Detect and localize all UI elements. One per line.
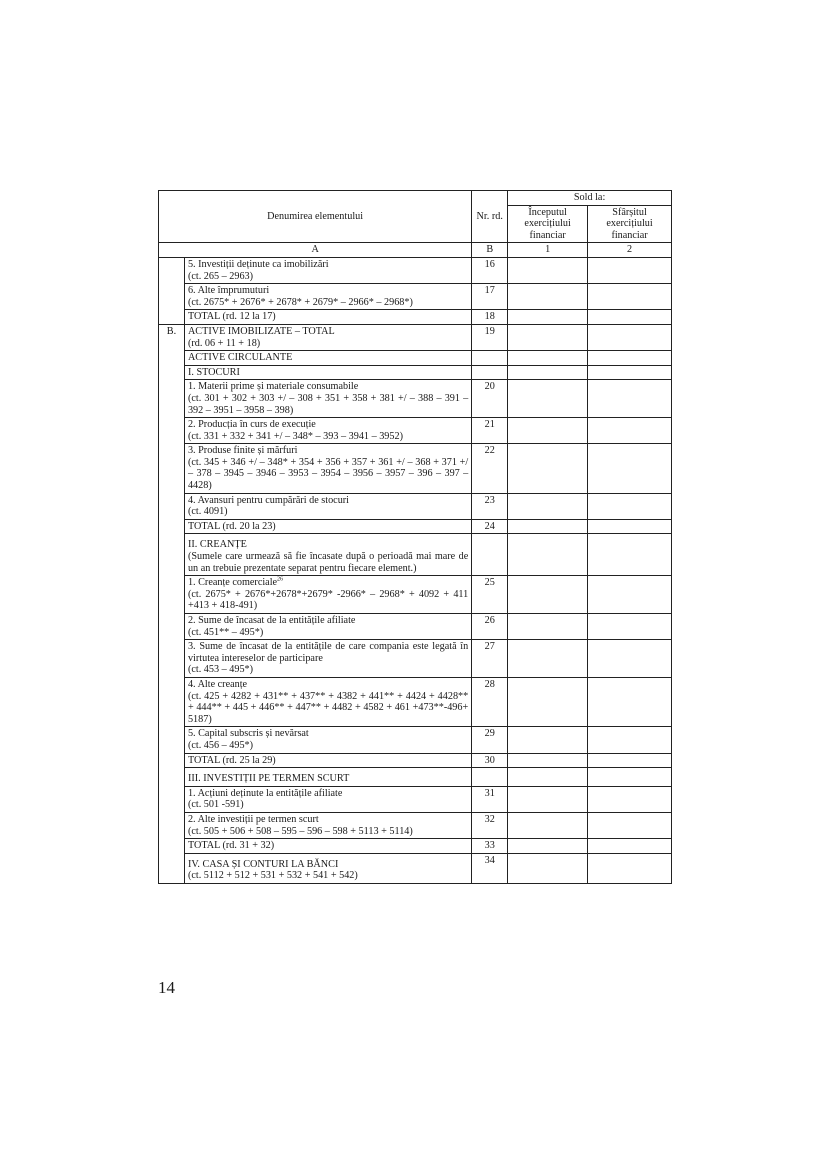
row-title: 4. Alte creanțe — [187, 678, 248, 690]
end-value-cell — [588, 351, 672, 366]
header-name-column: Denumirea elementului — [159, 191, 472, 243]
row-formula: (ct. 453 – 495*) — [187, 664, 254, 676]
start-value-cell — [508, 576, 588, 614]
row-formula: (ct. 2675* + 2676* + 2678* + 2679* – 2966* – 2968*) — [187, 296, 413, 308]
row-name-cell — [184, 444, 471, 493]
row-name-cell — [184, 768, 471, 787]
start-value-cell — [508, 640, 588, 678]
table-row — [159, 365, 672, 380]
table-row — [159, 768, 672, 787]
start-value-cell — [508, 310, 588, 325]
start-value-cell — [508, 853, 588, 883]
row-name-cell — [184, 310, 471, 325]
end-value-cell — [588, 853, 672, 883]
start-value-cell — [508, 768, 588, 787]
table-row — [159, 812, 672, 838]
row-number-cell: 27 — [472, 640, 508, 678]
row-number-cell — [472, 768, 508, 787]
row-title: TOTAL (rd. 25 la 29) — [187, 754, 276, 766]
header-code-2: 2 — [588, 243, 672, 258]
end-value-cell — [588, 257, 672, 283]
section-prefix-cell — [159, 257, 185, 324]
row-number-cell: 22 — [472, 444, 508, 493]
row-title: 2. Alte investiții pe termen scurt — [187, 813, 319, 825]
row-formula: (ct. 2675* + 2676*+2678*+2679* -2966* – 2968* + 4092 + 411 +413 + 418-491) — [187, 588, 469, 612]
row-number-cell: 33 — [472, 839, 508, 854]
table-row — [159, 640, 672, 678]
row-number-cell: 28 — [472, 677, 508, 726]
header-end-of-year: Sfârșitul exercițiului financiar — [588, 205, 672, 243]
row-name-cell — [184, 519, 471, 534]
table-row — [159, 324, 672, 350]
end-value-cell — [588, 812, 672, 838]
header-start-of-year: Începutul exercițiului financiar — [508, 205, 588, 243]
row-title: TOTAL (rd. 12 la 17) — [187, 311, 276, 323]
start-value-cell — [508, 257, 588, 283]
row-number-cell: 18 — [472, 310, 508, 325]
start-value-cell — [508, 418, 588, 444]
start-value-cell — [508, 493, 588, 519]
row-formula: (ct. 331 + 332 + 341 +/ – 348* – 393 – 3941 – 3952) — [187, 430, 403, 442]
header-sold-group: Sold la: — [508, 191, 672, 206]
row-name-cell — [184, 257, 471, 283]
start-value-cell — [508, 753, 588, 768]
end-value-cell — [588, 677, 672, 726]
row-number-cell: 20 — [472, 380, 508, 418]
table-row — [159, 310, 672, 325]
end-value-cell — [588, 365, 672, 380]
row-title: 2. Sume de încasat de la entitățile afiliate — [187, 615, 356, 626]
end-value-cell — [588, 418, 672, 444]
row-formula: (ct. 5112 + 512 + 531 + 532 + 541 + 542) — [187, 870, 358, 882]
start-value-cell — [508, 677, 588, 726]
table-row — [159, 519, 672, 534]
end-value-cell — [588, 519, 672, 534]
row-number-cell — [472, 534, 508, 576]
start-value-cell — [508, 284, 588, 310]
row-title: ACTIVE IMOBILIZATE – TOTAL — [187, 325, 335, 337]
row-formula: (ct. 501 -591) — [187, 799, 244, 811]
row-name-cell — [184, 677, 471, 726]
row-title: TOTAL (rd. 31 + 32) — [187, 840, 275, 852]
table-row — [159, 839, 672, 854]
start-value-cell — [508, 365, 588, 380]
row-formula: (ct. 301 + 302 + 303 +/ – 308 + 351 + 358 + 381 +/ – 388 – 391 – 392 – 3951 – 3958 – 398) — [187, 392, 469, 416]
row-formula: (ct. 4091) — [187, 506, 228, 518]
table-row — [159, 380, 672, 418]
row-name-cell — [184, 380, 471, 418]
table-row — [159, 444, 672, 493]
header-code-1: 1 — [508, 243, 588, 258]
table-row — [159, 786, 672, 812]
end-value-cell — [588, 493, 672, 519]
start-value-cell — [508, 839, 588, 854]
row-formula: (ct. 456 – 495*) — [187, 739, 254, 751]
end-value-cell — [588, 576, 672, 614]
end-value-cell — [588, 444, 672, 493]
row-title: 6. Alte împrumuturi — [187, 285, 270, 297]
row-name-cell — [184, 727, 471, 753]
table-row — [159, 576, 672, 614]
page-number: 14 — [158, 978, 175, 997]
table-row — [159, 351, 672, 366]
row-name-cell — [184, 418, 471, 444]
section-prefix-cell: B. — [159, 324, 185, 883]
row-number-cell: 31 — [472, 786, 508, 812]
row-title: 5. Capital subscris și nevărsat — [187, 728, 309, 740]
row-title: IV. CASA ȘI CONTURI LA BĂNCI — [187, 858, 339, 870]
end-value-cell — [588, 640, 672, 678]
row-formula: (ct. 505 + 506 + 508 – 595 – 596 – 598 + 5113 + 5114) — [187, 825, 413, 837]
row-name-cell — [184, 493, 471, 519]
row-name-cell — [184, 786, 471, 812]
row-title: I. STOCURI — [187, 366, 240, 378]
table-row — [159, 677, 672, 726]
row-number-cell: 25 — [472, 576, 508, 614]
header-code-b: B — [472, 243, 508, 258]
row-title: ACTIVE CIRCULANTE — [187, 352, 293, 364]
row-name-cell — [184, 812, 471, 838]
table-row — [159, 284, 672, 310]
start-value-cell — [508, 534, 588, 576]
end-value-cell — [588, 839, 672, 854]
start-value-cell — [508, 786, 588, 812]
row-title: 4. Avansuri pentru cumpărări de stocuri — [187, 494, 350, 506]
row-name-cell — [184, 324, 471, 350]
start-value-cell — [508, 324, 588, 350]
table-row — [159, 418, 672, 444]
row-number-cell: 29 — [472, 727, 508, 753]
end-value-cell — [588, 380, 672, 418]
row-title: 1. Acțiuni deținute la entitățile afiliate — [187, 787, 343, 799]
row-name-cell — [184, 640, 471, 678]
end-value-cell — [588, 324, 672, 350]
row-title: 3. Produse finite și mărfuri — [187, 445, 298, 457]
row-title: 1. Creanțe comerciale — [187, 577, 278, 589]
row-formula: (ct. 265 – 2963) — [187, 270, 254, 282]
row-title: III. INVESTIȚII PE TERMEN SCURT — [187, 773, 350, 785]
end-value-cell — [588, 614, 672, 640]
start-value-cell — [508, 444, 588, 493]
table-row — [159, 753, 672, 768]
row-number-cell: 24 — [472, 519, 508, 534]
start-value-cell — [508, 727, 588, 753]
row-name-cell — [184, 753, 471, 768]
row-number-cell — [472, 365, 508, 380]
row-number-cell: 16 — [472, 257, 508, 283]
start-value-cell — [508, 380, 588, 418]
row-title: 2. Producția în curs de execuție — [187, 419, 316, 431]
row-title: II. CREANȚE — [187, 539, 247, 551]
row-formula: (Sumele care urmează să fie încasate după o perioadă mai mare de un an trebuie prezentate separat pentru fiecare element.) — [187, 551, 469, 574]
end-value-cell — [588, 310, 672, 325]
start-value-cell — [508, 519, 588, 534]
end-value-cell — [588, 727, 672, 753]
end-value-cell — [588, 753, 672, 768]
end-value-cell — [588, 534, 672, 576]
row-name-cell — [184, 853, 471, 883]
end-value-cell — [588, 768, 672, 787]
table-row — [159, 257, 672, 283]
start-value-cell — [508, 351, 588, 366]
row-name-cell — [184, 534, 471, 576]
row-name-cell — [184, 576, 471, 614]
start-value-cell — [508, 812, 588, 838]
start-value-cell — [508, 614, 588, 640]
row-title: 3. Sume de încasat de la entitățile de care compania este legată în virtutea intereselor de participare — [187, 641, 469, 664]
row-number-cell: 17 — [472, 284, 508, 310]
table-body — [159, 257, 672, 883]
row-formula: (rd. 06 + 11 + 18) — [187, 337, 261, 349]
row-name-cell — [184, 614, 471, 640]
header-nr-column: Nr. rd. — [472, 191, 508, 243]
row-title: 1. Materii prime și materiale consumabile — [187, 381, 359, 393]
table-row — [159, 614, 672, 640]
row-name-cell — [184, 284, 471, 310]
row-formula: (ct. 451** – 495*) — [187, 626, 264, 638]
row-number-cell: 23 — [472, 493, 508, 519]
row-number-cell: 32 — [472, 812, 508, 838]
footnote-marker: 26 — [277, 576, 284, 583]
row-name-cell — [184, 351, 471, 366]
table-row — [159, 727, 672, 753]
row-formula: (ct. 345 + 346 +/ – 348* + 354 + 356 + 357 + 361 +/ – 368 + 371 +/ – 378 – 3945 – 3946 – 3953 – 3954 – 3956 – 3957 – 396 – 397 – 4428) — [187, 456, 469, 492]
row-title: TOTAL (rd. 20 la 23) — [187, 520, 276, 532]
balance-sheet-table — [158, 190, 672, 884]
row-name-cell — [184, 839, 471, 854]
table-row — [159, 853, 672, 883]
row-number-cell: 26 — [472, 614, 508, 640]
table-row — [159, 534, 672, 576]
row-formula: (ct. 425 + 4282 + 431** + 437** + 4382 + 441** + 4424 + 4428** + 444** + 445 + 446** + 447** + 4482 + 4582 + 461 +473**-496+ 5187) — [187, 690, 469, 725]
header-code-a: A — [159, 243, 472, 258]
row-number-cell — [472, 351, 508, 366]
row-name-cell — [184, 365, 471, 380]
end-value-cell — [588, 786, 672, 812]
row-title: 5. Investiții deținute ca imobilizări — [187, 258, 329, 270]
end-value-cell — [588, 284, 672, 310]
table-row — [159, 493, 672, 519]
row-number-cell: 30 — [472, 753, 508, 768]
row-number-cell: 21 — [472, 418, 508, 444]
row-number-cell: 34 — [472, 853, 508, 883]
row-number-cell: 19 — [472, 324, 508, 350]
